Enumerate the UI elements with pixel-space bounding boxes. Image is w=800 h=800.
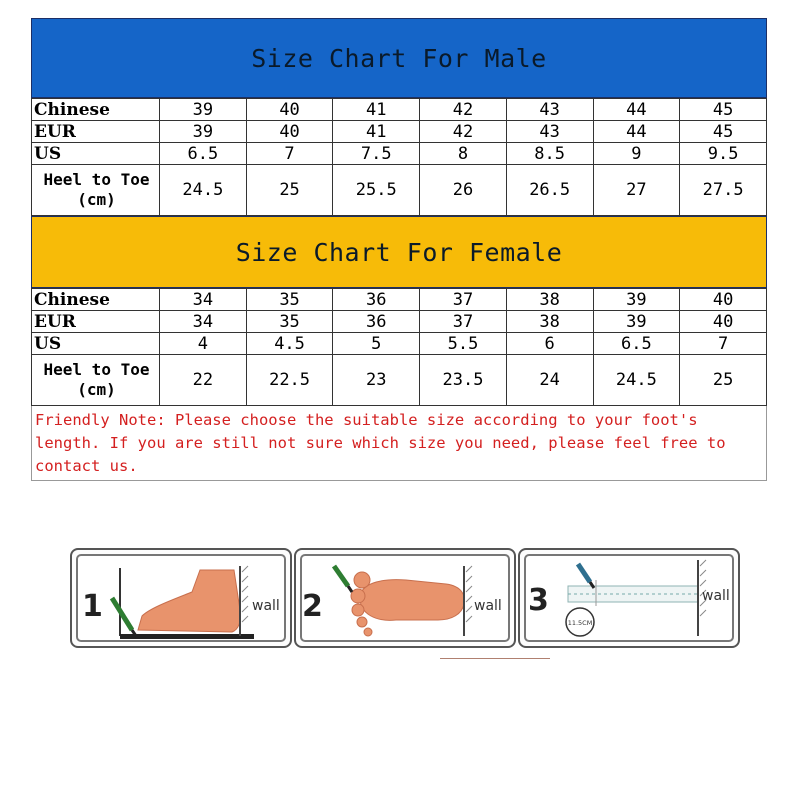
heel-to-toe-cell: 24.5 <box>160 165 247 216</box>
size-cell: 44 <box>593 121 680 143</box>
size-cell: 8.5 <box>506 143 593 165</box>
row-label: EUR <box>32 121 160 143</box>
heel-to-toe-cell: 23.5 <box>420 355 507 406</box>
heel-to-toe-cell: 27 <box>593 165 680 216</box>
size-cell: 41 <box>333 121 420 143</box>
size-cell: 6.5 <box>160 143 247 165</box>
size-cell: 7 <box>246 143 333 165</box>
size-cell: 42 <box>420 121 507 143</box>
heel-to-toe-label-line-1: Heel to Toe <box>43 360 150 379</box>
male-chart-title: Size Chart For Male <box>31 18 767 98</box>
heel-to-toe-cell: 23 <box>333 355 420 406</box>
male-size-table <box>31 98 767 216</box>
step-2-panel <box>294 548 516 648</box>
size-cell: 40 <box>246 99 333 121</box>
size-cell: 34 <box>160 289 247 311</box>
size-cell: 39 <box>593 289 680 311</box>
size-cell: 39 <box>160 121 247 143</box>
size-cell: 37 <box>420 289 507 311</box>
friendly-note-line-2: length. If you are still not sure which size you need, please feel free to <box>35 434 726 452</box>
step-3-measure-label: 11.5CM <box>567 619 593 627</box>
heel-to-toe-cell: 25.5 <box>333 165 420 216</box>
heel-to-toe-cell: 22.5 <box>246 355 333 406</box>
size-cell: 42 <box>420 99 507 121</box>
step-1-number: 1 <box>82 589 103 624</box>
step-2-wall-label: wall <box>474 598 502 614</box>
heel-to-toe-label-line-2: (cm) <box>77 380 116 399</box>
friendly-note-line-3: contact us. <box>35 457 138 475</box>
size-row <box>32 121 767 143</box>
step-3-wall-label: wall <box>702 588 730 604</box>
size-row <box>32 311 767 333</box>
size-row <box>32 143 767 165</box>
heel-to-toe-row <box>32 355 767 406</box>
size-cell: 7 <box>680 333 767 355</box>
size-cell: 35 <box>246 289 333 311</box>
size-cell: 5.5 <box>420 333 507 355</box>
size-row <box>32 99 767 121</box>
heel-to-toe-cell: 22 <box>160 355 247 406</box>
size-cell: 44 <box>593 99 680 121</box>
size-cell: 38 <box>506 311 593 333</box>
size-cell: 6.5 <box>593 333 680 355</box>
size-cell: 45 <box>680 121 767 143</box>
step-1-panel <box>70 548 292 648</box>
heel-to-toe-cell: 27.5 <box>680 165 767 216</box>
size-cell: 40 <box>680 311 767 333</box>
size-cell: 8 <box>420 143 507 165</box>
size-cell: 43 <box>506 99 593 121</box>
step-3-number: 3 <box>528 583 549 618</box>
friendly-note-line-1: Friendly Note: Please choose the suitable size according to your foot's <box>35 411 698 429</box>
size-chart <box>31 18 767 481</box>
step-3-panel <box>518 548 740 648</box>
size-cell: 40 <box>246 121 333 143</box>
size-cell: 38 <box>506 289 593 311</box>
heel-to-toe-cell: 24 <box>506 355 593 406</box>
ruler-measure-icon <box>520 550 742 650</box>
size-cell: 6 <box>506 333 593 355</box>
size-cell: 37 <box>420 311 507 333</box>
size-cell: 45 <box>680 99 767 121</box>
size-cell: 35 <box>246 311 333 333</box>
size-row <box>32 333 767 355</box>
heel-to-toe-cell: 24.5 <box>593 355 680 406</box>
foot-side-icon <box>72 550 294 650</box>
heel-to-toe-label <box>32 165 160 216</box>
female-chart-title: Size Chart For Female <box>31 216 767 288</box>
foot-top-icon <box>296 550 518 650</box>
size-cell: 36 <box>333 311 420 333</box>
size-cell: 34 <box>160 311 247 333</box>
row-label: EUR <box>32 311 160 333</box>
heel-to-toe-cell: 25 <box>680 355 767 406</box>
size-cell: 7.5 <box>333 143 420 165</box>
female-size-table <box>31 288 767 406</box>
size-row <box>32 289 767 311</box>
heel-to-toe-cell: 26 <box>420 165 507 216</box>
decorative-underline <box>440 658 550 659</box>
step-2-number: 2 <box>302 589 323 624</box>
row-label: Chinese <box>32 289 160 311</box>
measure-steps <box>70 548 760 648</box>
size-cell: 5 <box>333 333 420 355</box>
heel-to-toe-label-line-1: Heel to Toe <box>43 170 150 189</box>
heel-to-toe-label <box>32 355 160 406</box>
size-cell: 36 <box>333 289 420 311</box>
friendly-note <box>31 406 767 481</box>
size-cell: 39 <box>160 99 247 121</box>
size-cell: 9.5 <box>680 143 767 165</box>
size-cell: 43 <box>506 121 593 143</box>
row-label: Chinese <box>32 99 160 121</box>
size-cell: 9 <box>593 143 680 165</box>
size-cell: 40 <box>680 289 767 311</box>
heel-to-toe-cell: 26.5 <box>506 165 593 216</box>
heel-to-toe-row <box>32 165 767 216</box>
row-label: US <box>32 333 160 355</box>
size-cell: 41 <box>333 99 420 121</box>
heel-to-toe-cell: 25 <box>246 165 333 216</box>
row-label: US <box>32 143 160 165</box>
size-cell: 4 <box>160 333 247 355</box>
size-cell: 4.5 <box>246 333 333 355</box>
step-1-wall-label: wall <box>252 598 280 614</box>
heel-to-toe-label-line-2: (cm) <box>77 190 116 209</box>
size-cell: 39 <box>593 311 680 333</box>
